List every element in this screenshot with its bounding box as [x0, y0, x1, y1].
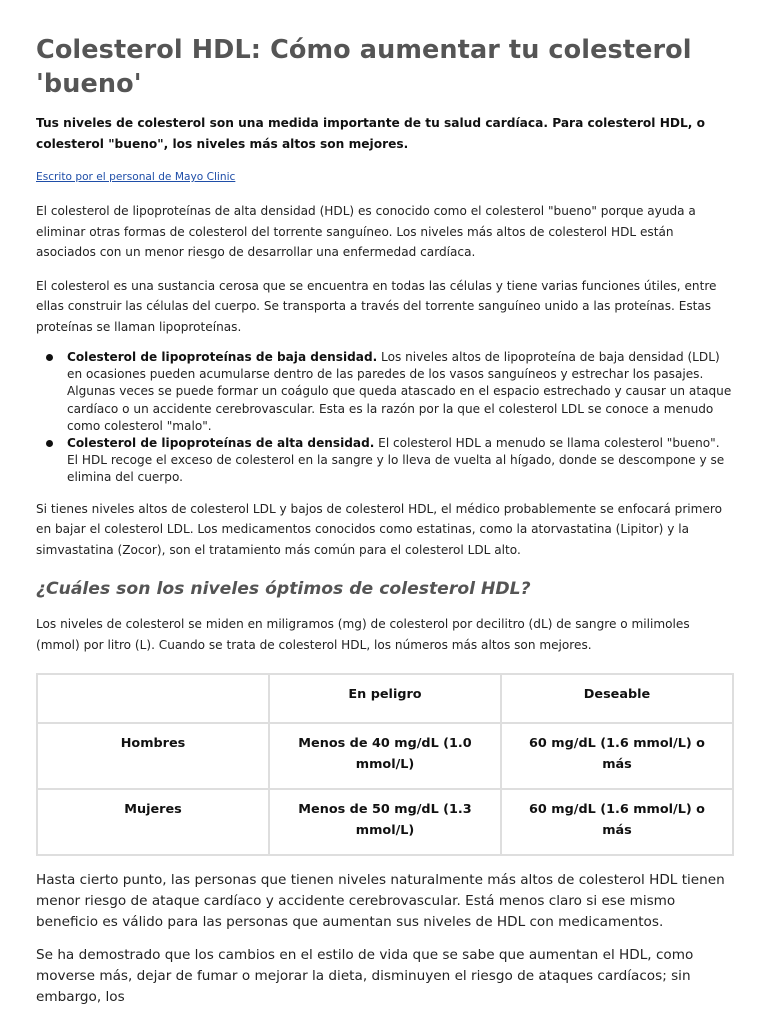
paragraph-ldl-treatment: Si tienes niveles altos de colesterol LDL y bajos de colesterol HDL, el médico probablemente se enfocará primero en bajar el colesterol LDL. Los medicamentos conocidos como estatinas, como la atorvastatina (Lipitor) y la simvastatina (Zocor), son el tratamiento más común para el colesterol LDL alto. [36, 501, 722, 557]
list-item [36, 435, 732, 487]
paragraph-cholesterol-description: El colesterol es una sustancia cerosa que se encuentra en todas las células y tiene varias funciones útiles, entre ellas construir las células del cuerpo. Se transporta a través del torrente sanguíneo unido a las proteínas. Estas proteínas se llaman lipoproteínas. [36, 278, 717, 334]
list-item-term: Colesterol de lipoproteínas de baja densidad. [67, 350, 378, 364]
list-item-term: Colesterol de lipoproteínas de alta densidad. [67, 436, 375, 451]
section-heading: ¿Cuáles son los niveles óptimos de colesterol HDL? [36, 579, 531, 600]
bullet-dot-icon [46, 354, 53, 361]
table-row [37, 723, 733, 789]
lipoprotein-list [36, 349, 732, 487]
table-cell: Mujeres [37, 789, 269, 855]
paragraph-measurement: Los niveles de colesterol se miden en miligramos (mg) de colesterol por decilitro (dL) de sangre o milimoles (mmol) por litro (L). Cuando se trata de colesterol HDL, los números más altos son mejores. [36, 617, 690, 652]
byline-link[interactable]: Escrito por el personal de Mayo Clinic [36, 171, 236, 183]
list-item-text: El colesterol HDL a menudo se llama colesterol "bueno". El HDL recoge el exceso de colesterol en la sangre y lo lleva de vuelta al hígado, donde se descompone y se elimina del cuerpo. [67, 436, 725, 485]
table-header-cell [37, 674, 269, 723]
page-title: Colesterol HDL: Cómo aumentar tu colesterol 'bueno' [36, 35, 692, 99]
hdl-levels-table [36, 673, 734, 856]
table-header-cell: Deseable [501, 674, 733, 723]
table-header-cell: En peligro [269, 674, 501, 723]
table-cell: Menos de 50 mg/dL (1.3 mmol/L) [269, 789, 501, 855]
table-header-row [37, 674, 733, 723]
paragraph-natural-hdl: Hasta cierto punto, las personas que tienen niveles naturalmente más altos de colesterol HDL tienen menor riesgo de ataque cardíaco y accidente cerebrovascular. Está menos claro si ese mismo beneficio es válido para las personas que aumentan sus niveles de HDL con medicamentos. [36, 872, 725, 930]
table-cell: Menos de 40 mg/dL (1.0 mmol/L) [269, 723, 501, 789]
table-cell: Hombres [37, 723, 269, 789]
bullet-dot-icon [46, 440, 53, 447]
list-item-text: Los niveles altos de lipoproteína de baja densidad (LDL) en ocasiones pueden acumularse dentro de las paredes de los vasos sanguíneos y estrechar los pasajes. Algunas veces se puede formar un coágulo que queda atascado en el espacio estrechado y causar un ataque cardíaco o un accidente cerebrovascular. Esta es la razón por la que el colesterol LDL se conoce a menudo como colesterol "malo". [67, 350, 732, 433]
list-item [36, 349, 732, 435]
paragraph-hdl-definition: El colesterol de lipoproteínas de alta densidad (HDL) es conocido como el colesterol "bueno" porque ayuda a eliminar otras formas de colesterol del torrente sanguíneo. Los niveles más altos de colesterol HDL están asociados con un menor riesgo de desarrollar una enfermedad cardíaca. [36, 204, 696, 259]
paragraph-lifestyle-changes: Se ha demostrado que los cambios en el estilo de vida que se sabe que aumentan el HDL, como moverse más, dejar de fumar o mejorar la dieta, disminuyen el riesgo de ataques cardíacos; sin embargo, los [36, 947, 694, 1005]
intro-summary: Tus niveles de colesterol son una medida importante de tu salud cardíaca. Para colesterol HDL, o colesterol "bueno", los niveles más altos son mejores. [36, 116, 706, 151]
table-cell: 60 mg/dL (1.6 mmol/L) o más [501, 723, 733, 789]
table-row [37, 789, 733, 855]
table-cell: 60 mg/dL (1.6 mmol/L) o más [501, 789, 733, 855]
